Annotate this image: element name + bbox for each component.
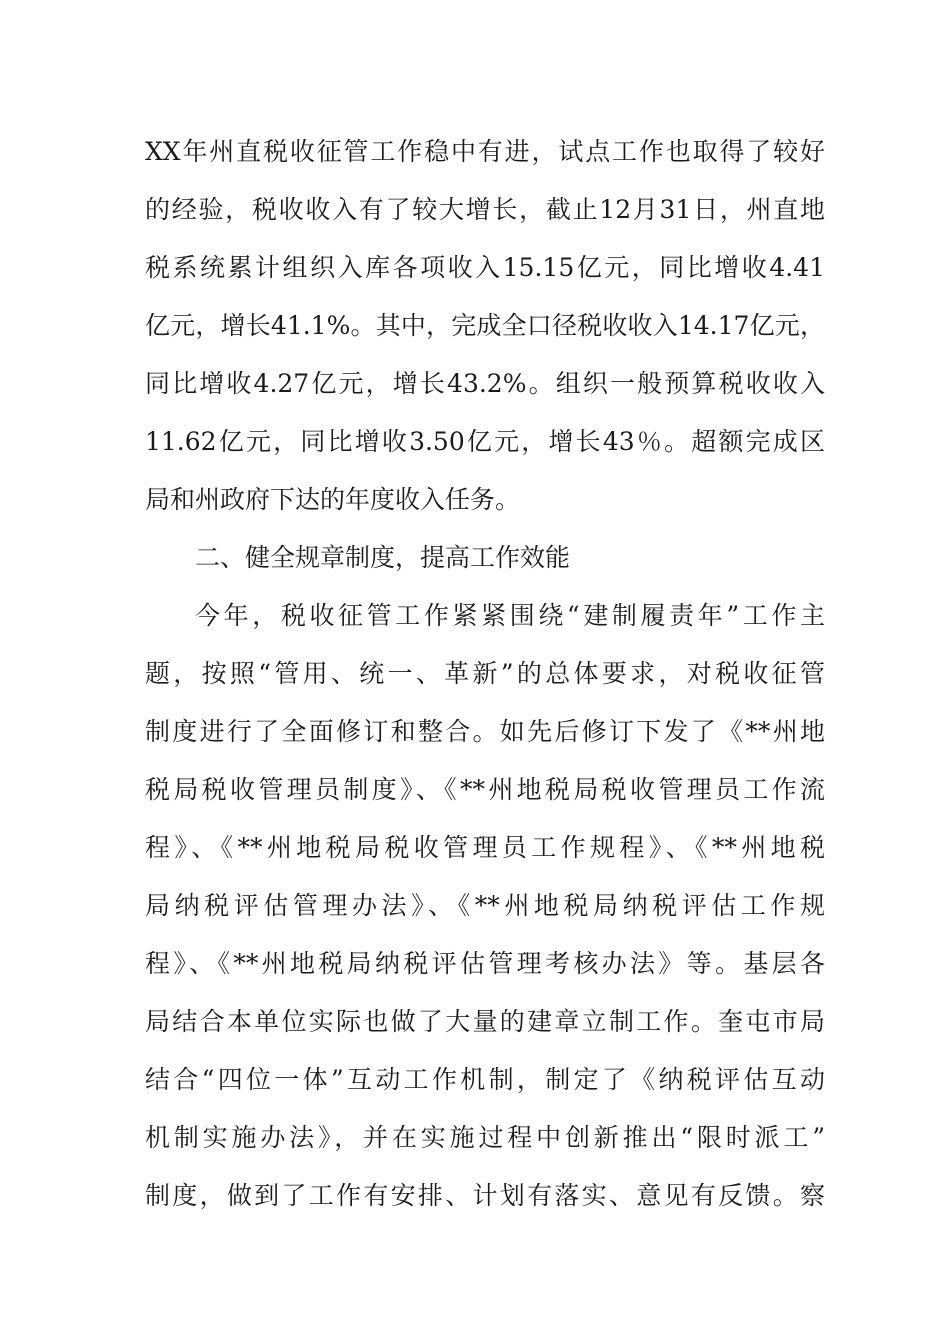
text-line: 制度进行了全面修订和整合。如先后修订下发了《**州地 bbox=[145, 717, 825, 746]
text-line: 今年，税收征管工作紧紧围绕“建制履责年”工作主 bbox=[195, 601, 825, 630]
text-line: 税系统累计组织入库各项收入15.15亿元，同比增收4.41 bbox=[145, 253, 825, 282]
text-line: 题，按照“管用、统一、革新”的总体要求，对税收征管 bbox=[145, 659, 825, 688]
text-line: 税局税收管理员制度》、《**州地税局税收管理员工作流 bbox=[145, 775, 825, 804]
text-line: 结合“四位一体”互动工作机制，制定了《纳税评估互动 bbox=[145, 1065, 825, 1094]
text-line: 局结合本单位实际也做了大量的建章立制工作。奎屯市局 bbox=[145, 1007, 825, 1036]
text-line: 制度，做到了工作有安排、计划有落实、意见有反馈。察 bbox=[145, 1181, 825, 1210]
section-heading: 二、健全规章制度，提高工作效能 bbox=[195, 543, 571, 572]
text-line: 局纳税评估管理办法》、《**州地税局纳税评估工作规 bbox=[145, 891, 825, 920]
text-line: 同比增收4.27亿元，增长43.2%。组织一般预算税收收入 bbox=[145, 369, 825, 398]
text-line: 11.62亿元，同比增收3.50亿元，增长43％。超额完成区 bbox=[145, 427, 825, 456]
text-line: 机制实施办法》，并在实施过程中创新推出“限时派工” bbox=[145, 1123, 825, 1152]
text-line: 的经验，税收收入有了较大增长，截止12月31日，州直地 bbox=[145, 195, 825, 224]
text-line: 程》、《**州地税局纳税评估管理考核办法》等。基层各 bbox=[145, 949, 825, 978]
text-line: XX年州直税收征管工作稳中有进，试点工作也取得了较好 bbox=[145, 137, 825, 166]
text-line: 局和州政府下达的年度收入任务。 bbox=[145, 485, 521, 514]
text-line: 程》、《**州地税局税收管理员工作规程》、《**州地税 bbox=[145, 833, 825, 862]
text-line: 亿元，增长41.1%。其中，完成全口径税收收入14.17亿元， bbox=[145, 311, 825, 340]
